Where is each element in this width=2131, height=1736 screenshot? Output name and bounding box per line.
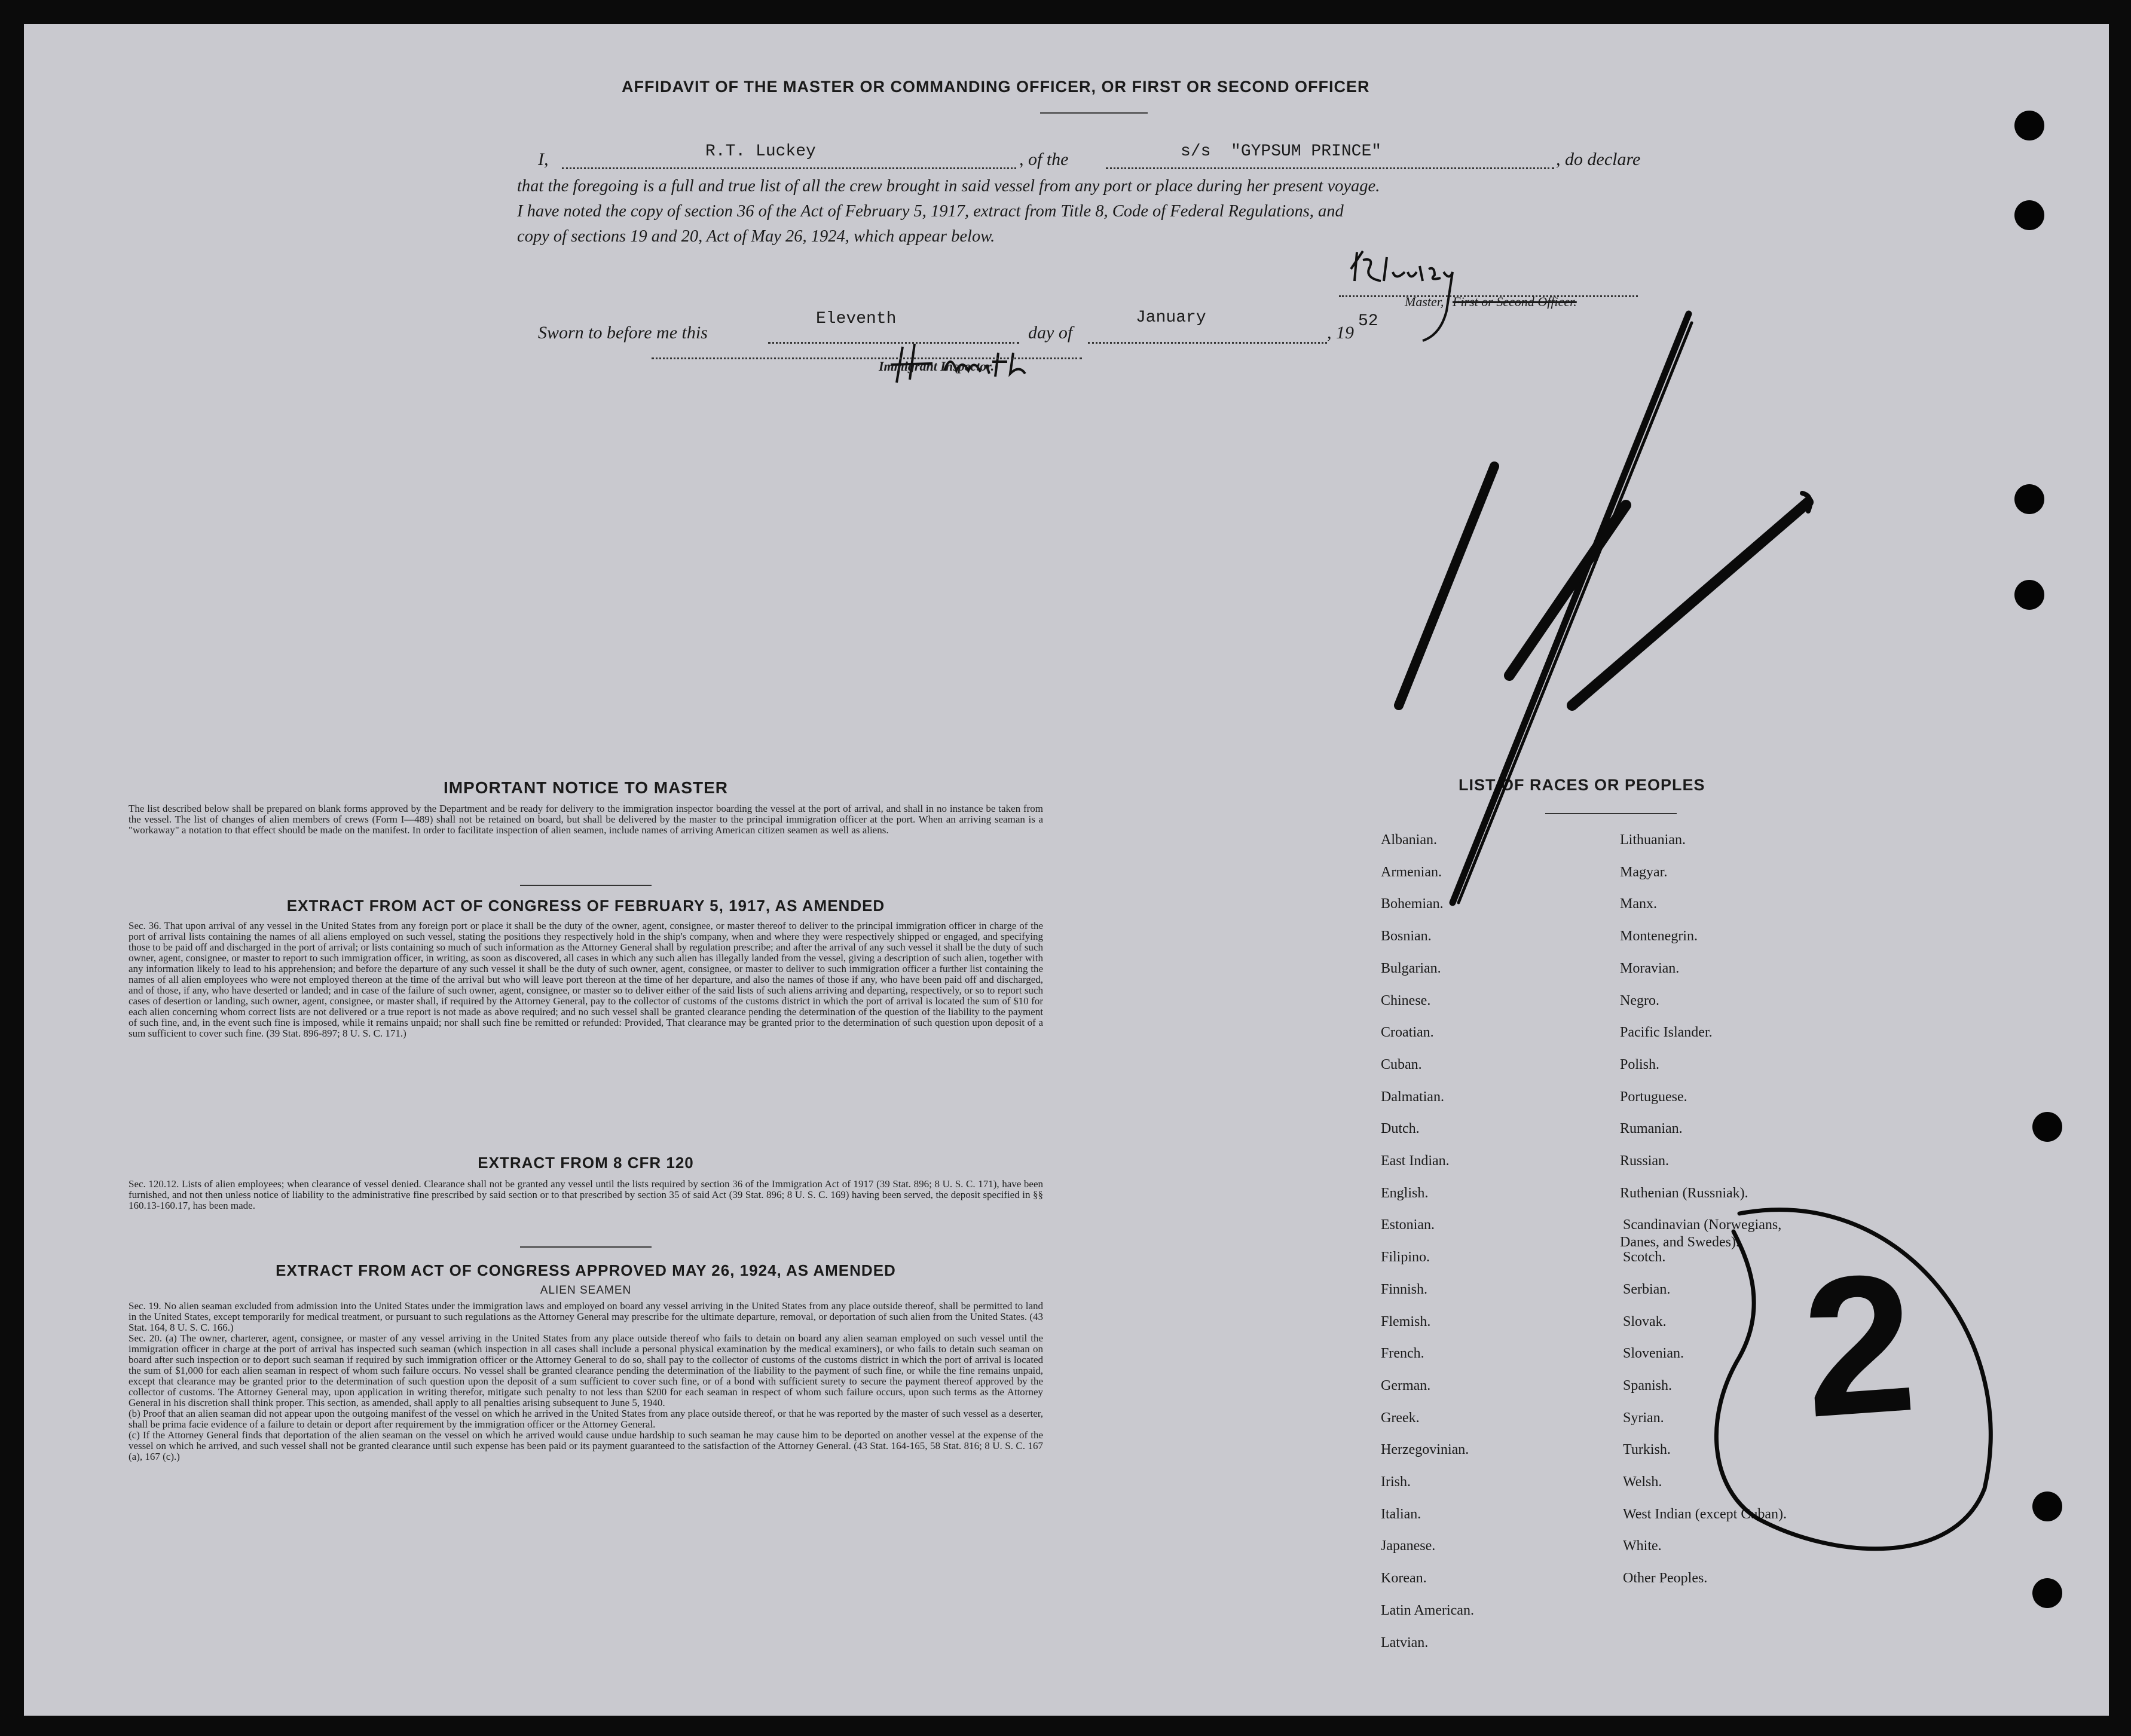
race-item: English. [1381, 1185, 1429, 1201]
race-item: Welsh. [1623, 1474, 1662, 1490]
race-item: Ruthenian (Russniak). [1620, 1185, 1748, 1201]
race-item: Latin American. [1381, 1602, 1474, 1618]
race-item: Chinese. [1381, 992, 1431, 1008]
extractcfr-title: EXTRACT FROM 8 CFR 120 [478, 1154, 694, 1172]
signature-caption-struck: First or Second Officer. [1453, 294, 1577, 309]
race-item: Finnish. [1381, 1281, 1428, 1297]
race-item: Flemish. [1381, 1313, 1431, 1329]
race-item: Slovenian. [1623, 1346, 1684, 1362]
race-item: Rumanian. [1620, 1121, 1683, 1137]
race-item: Albanian. [1381, 832, 1437, 848]
race-item: Scotch. [1623, 1249, 1666, 1266]
race-item: Lithuanian. [1620, 832, 1686, 848]
inspector-caption: Immigrant Inspector. [879, 359, 995, 374]
extract1924-body: Sec. 19. No alien seaman excluded from admission into the United States under the immigration laws and employed on board any vessel arriving in the United States from any place outside thereof, shall be permitted to land in the United States, except temporarily for medical treatment, or pursuant to such regulations as the Attorney General may prescribe for the ultimate departure, removal, or deportation of such alien from the United States. (43 Stat. 164, 8 U. S. C. 166.) Sec. 20. (a) The owner, charterer, agent, consignee, or master of any vessel arriving in the United States from any place outside thereof who fails to detain on board any alien seaman employed on such vessel until the immigration officer in charge at the port of arrival has inspected such seaman (which inspection in all cases shall include a personal physical examination by the medical examiners), or who fails to detain such seaman on board after such inspection or to deport such seaman if required by such immigration officer or the Attorney General to do so, shall pay to the collector of customs of the customs district in which the port of arrival is located the sum of $1,000 for each alien seaman in respect of whom such failure occurs. No vessel shall be granted clearance pending the determination of the liability to the payment of such fine, or while the fine remains unpaid, except that clearance may be granted prior to the determination of such question upon the deposit of a sum sufficient to cover such fine, or of a bond with sufficient surety to secure the payment thereof approved by the collector of customs. The Attorney General may, upon application in writing therefor, mitigate such penalty to not less than $200 for each seaman in respect of whom such failure occurs, upon such terms as the Attorney General in his discretion shall think proper. This section, as amended, shall apply to all penalties arising subsequent to June 5, 1940. (b) Proof that an alien seaman did not appear upon the outgoing manifest of the vessel on which he arrived in the United States from any place outside thereof, or that he was reported by the master of such vessel as a deserter, shall be prima facie evidence of a failure to detain or deport after requirement by the immigration officer or the Attorney General. (c) If the Attorney General finds that deportation of the alien seaman on the vessel on which he arrived would cause undue hardship to such seaman he may cause him to be deported on another vessel at the expense of the vessel on which he arrived, and such vessel shall not be granted clearance until such expense has been paid or its payment guaranteed to the satisfaction of the Attorney General. (43 Stat. 164-165, 58 Stat. 816; 8 U. S. C. 167 (a), 167 (c).) [129, 1300, 1043, 1462]
race-item: White. [1623, 1538, 1662, 1554]
race-item: Irish. [1381, 1474, 1411, 1490]
extract1924-title: EXTRACT FROM ACT OF CONGRESS APPROVED MAY 26, 1924, AS AMENDED [276, 1261, 896, 1279]
race-item: Negro. [1620, 992, 1659, 1008]
document-page [24, 24, 2109, 1716]
extract1924-subtitle: ALIEN SEAMEN [540, 1284, 632, 1297]
race-item: Other Peoples. [1623, 1570, 1708, 1587]
race-item: Bosnian. [1381, 928, 1432, 945]
punch-hole [2014, 111, 2044, 140]
tally-annotation-text [24, 24, 25, 25]
affidavit-title: AFFIDAVIT OF THE MASTER OR COMMANDING OFFICER, OR FIRST OR SECOND OFFICER [622, 78, 1370, 96]
race-item: Estonian. [1381, 1217, 1435, 1233]
race-item: Bohemian. [1381, 896, 1444, 912]
race-item: Magyar. [1620, 864, 1668, 880]
race-item: Scandinavian (Norwegians, [1623, 1217, 1782, 1233]
race-item: Cuban. [1381, 1056, 1422, 1072]
race-item: French. [1381, 1346, 1424, 1362]
race-item: Korean. [1381, 1570, 1427, 1587]
races-title: LIST OF RACES OR PEOPLES [1459, 776, 1705, 794]
notice-body: The list described below shall be prepared on blank forms approved by the Department and be ready for delivery to the immigration inspector boarding the vessel at the port of arrival, and shall in no instance be taken from the vessel. The list of changes of alien members of crews (Form I—489) shall not be retained on board, but shall be delivered by the master to the principal immigration officer at the port. When an arriving seaman is a "workaway" a notation to that effect should be made on the manifest. In order to facilitate inspection of alien seamen, include names of arriving American citizen seamen as well as aliens. [129, 803, 1043, 836]
i-label: I, [538, 149, 549, 169]
race-item: Pacific Islander. [1620, 1025, 1713, 1041]
punch-hole [2032, 1112, 2062, 1142]
do-declare-label: , do declare [1556, 149, 1641, 169]
affidavit-line-3: I have noted the copy of section 36 of the Act of February 5, 1917, extract from Title 8, Code of Federal Regulations, and [517, 202, 1344, 221]
race-item: Filipino. [1381, 1249, 1430, 1266]
race-item: Turkish. [1623, 1442, 1671, 1458]
race-item: Latvian. [1381, 1634, 1429, 1651]
race-item: Armenian. [1381, 864, 1442, 880]
race-item: Moravian. [1620, 960, 1680, 976]
affidavit-line-2: that the foregoing is a full and true list of all the crew brought in said vessel from any port or place during her present voyage. [517, 177, 1380, 195]
race-item: West Indian (except Cuban). [1623, 1506, 1787, 1522]
page-number-annotation [1769, 1231, 1949, 1459]
vessel-name: s/s "GYPSUM PRINCE" [1181, 142, 1382, 161]
notice-title: IMPORTANT NOTICE TO MASTER [443, 778, 729, 797]
race-item: Portuguese. [1620, 1089, 1687, 1105]
signature-caption-master: Master, [1405, 294, 1444, 309]
race-item: Japanese. [1381, 1538, 1436, 1554]
race-item: German. [1381, 1377, 1431, 1393]
extract1917-title: EXTRACT FROM ACT OF CONGRESS OF FEBRUARY 5, 1917, AS AMENDED [286, 897, 885, 915]
race-item: Herzegovinian. [1381, 1442, 1469, 1458]
page-number-text: 2 [1796, 1231, 1922, 1459]
race-item: Dutch. [1381, 1121, 1420, 1137]
day-of-label: day of [1028, 323, 1073, 343]
race-item: Serbian. [1623, 1281, 1671, 1297]
sworn-month: January [1136, 308, 1206, 327]
race-item: Montenegrin. [1620, 928, 1698, 945]
affidavit-line-4: copy of sections 19 and 20, Act of May 26, 1924, which appear below. [517, 227, 995, 246]
race-item: Greek. [1381, 1410, 1420, 1426]
sworn-day: Eleventh [816, 310, 897, 328]
race-item: Russian. [1620, 1153, 1670, 1169]
race-item: Dalmatian. [1381, 1089, 1444, 1105]
handwritten-marks [24, 24, 2109, 1716]
year-suffix: 52 [1358, 312, 1378, 331]
race-item: Slovak. [1623, 1313, 1667, 1329]
extractcfr-body: Sec. 120.12. Lists of alien employees; when clearance of vessel denied. Clearance shall not be granted any vessel until the lists required by section 36 of the Immigration Act of 1917 (39 Stat. 896; 8 U. S. C. 171), have been furnished, and not then unless notice of liability to the administrative fine prescribed by said section or to that prescribed by section 35 of said Act (39 Stat. 896; 8 U. S. C. 169) having been served, the deposit specified in §§ 160.13-160.17, has been made. [129, 1178, 1043, 1211]
race-item: Syrian. [1623, 1410, 1664, 1426]
punch-hole [2014, 200, 2044, 230]
race-item: Spanish. [1623, 1377, 1673, 1393]
race-item: Manx. [1620, 896, 1657, 912]
race-scandinavian-continued: Danes, and Swedes). [1620, 1234, 1739, 1250]
punch-hole [2032, 1492, 2062, 1521]
of-the-label: , of the [1019, 149, 1069, 169]
punch-hole [2032, 1578, 2062, 1608]
race-item: East Indian. [1381, 1153, 1450, 1169]
race-item: Croatian. [1381, 1025, 1434, 1041]
sworn-label: Sworn to before me this [538, 323, 708, 343]
race-item: Polish. [1620, 1056, 1660, 1072]
extract1917-body: Sec. 36. That upon arrival of any vessel in the United States from any foreign port or place it shall be the duty of the owner, agent, consignee, or master thereof to deliver to the principal immigration officer in charge of the port of arrival lists containing the names of all aliens employed on such vessel, stating the positions they respectively hold in the ship's company, when and where they were respectively shipped or engaged, and specifying those to be paid off and discharged in the port of arrival; or lists containing so much of such information as the Attorney General shall by regulation prescribe; and after the arrival of any such vessel it shall be the duty of such owner, agent, consignee, or master to report to such immigration officer, in writing, as soon as discovered, all cases in which any such alien has illegally landed from the vessel, giving a description of such alien, together with any information likely to lead to his apprehension; and before the departure of any such vessel it shall be the duty of such owner, agent, consignee, or master to deliver to such immigration officer a further list containing the names of all alien employees who were not employed thereon at the time of the arrival but who will leave port thereon at the time of her departure, and also the names of those if any, who have been paid off and discharged, and of those, if any, who have deserted or landed; and in case of the failure of such owner, agent, consignee, or master so to deliver either of the said lists of such aliens arriving and departing, respectively, or so to report such cases of desertion or landing, such owner, agent, consignee, or master shall, if required by the Attorney General, pay to the collector of customs of the customs district in which the port of arrival is located the sum of $10 for each alien concerning whom correct lists are not delivered or a true report is not made as above required; and no such vessel shall be granted clearance pending the determination of the question of the liability to the payment of such fine, and, in the event such fine is imposed, while it remains unpaid; nor shall such fine be remitted or refunded: Provided, That clearance may be granted prior to the determination of such question upon deposit of a sum sufficient to cover such fine. (39 Stat. 896-897; 8 U. S. C. 171.) [129, 920, 1043, 1039]
punch-hole [2014, 580, 2044, 610]
race-item: Bulgarian. [1381, 960, 1441, 976]
race-item: Italian. [1381, 1506, 1421, 1522]
officer-name: R.T. Luckey [705, 142, 816, 161]
year-prefix: , 19 [1327, 323, 1354, 343]
punch-hole [2014, 484, 2044, 514]
